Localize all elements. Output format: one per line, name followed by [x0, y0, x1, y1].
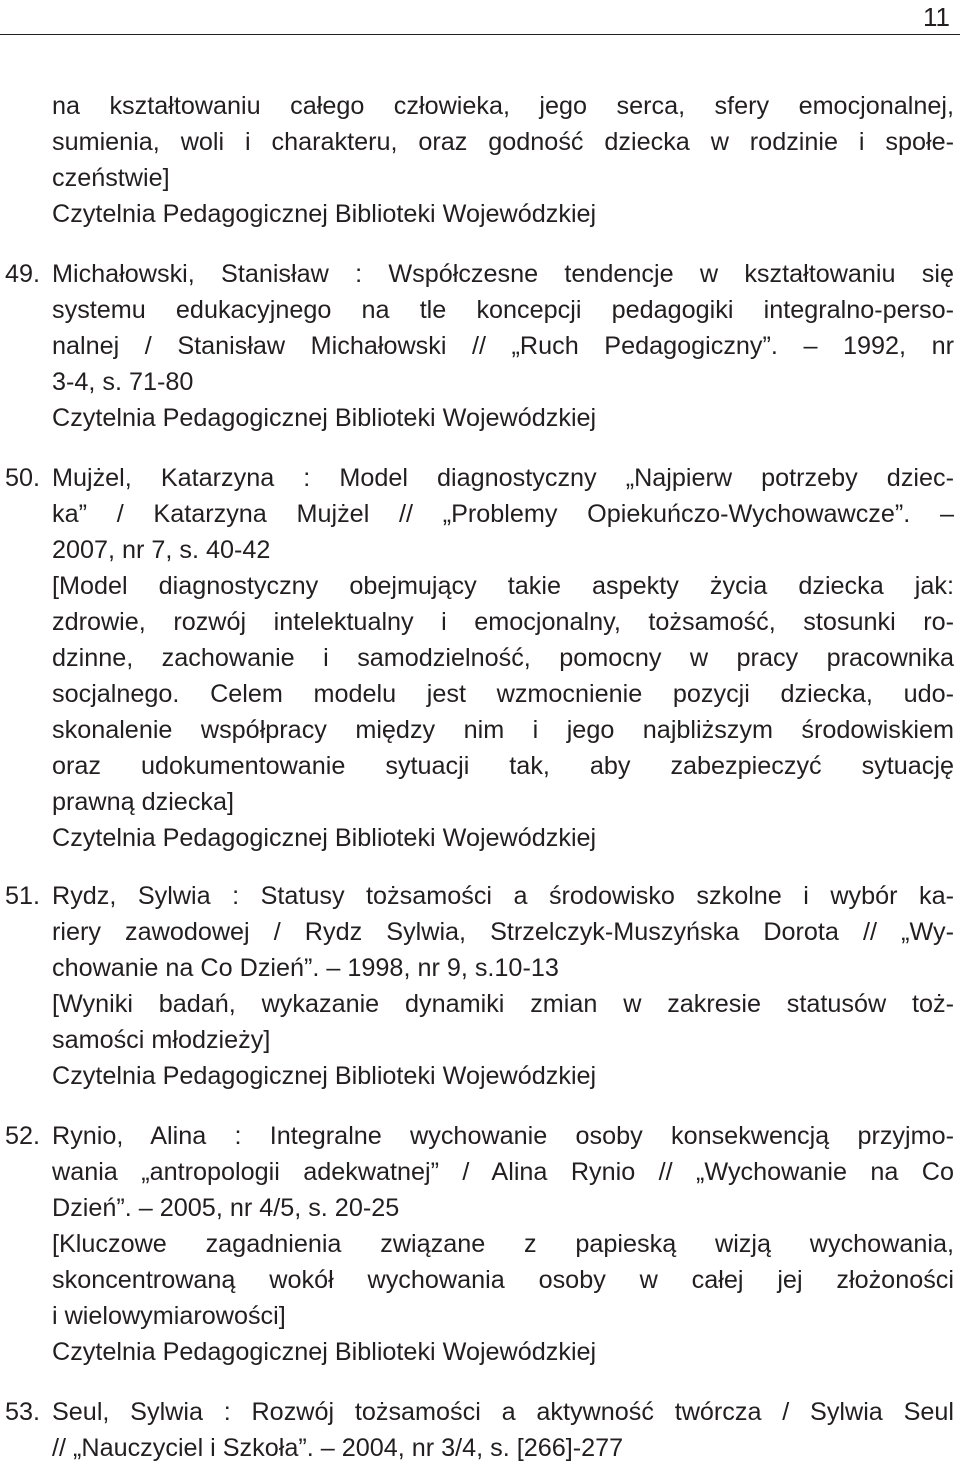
citation-line: wania „antropologii adekwatnej” / Alina Rynio // „Wychowanie na Co — [52, 1158, 954, 1186]
entry-number: 50. — [5, 464, 41, 492]
annotation-line: socjalnego. Celem modelu jest wzmocnienie pozycji dziecka, udo- — [52, 680, 954, 708]
entry-body — [52, 1118, 954, 1370]
citation-line: systemu edukacyjnego na tle koncepcji pedagogiki integralno-perso- — [52, 296, 954, 324]
annotation-line: skoncentrowaną wokół wychowania osoby w całej jej złożoności — [52, 1266, 954, 1294]
location-line: Czytelnia Pedagogicznej Biblioteki Wojewódzkiej — [52, 824, 597, 852]
continuation-line: czeństwie] — [52, 164, 170, 192]
annotation-line: i wielowymiarowości] — [52, 1302, 286, 1330]
entry-number: 49. — [5, 260, 41, 288]
citation-line: Rynio, Alina : Integralne wychowanie osoby konsekwencją przyjmo- — [52, 1122, 954, 1150]
annotation-line: [Kluczowe zagadnienia związane z papieską wizją wychowania, — [52, 1230, 954, 1258]
entry-number: 51. — [5, 882, 41, 910]
page-number: 11 — [923, 2, 950, 32]
annotation-line: prawną dziecka] — [52, 788, 235, 816]
citation-line: Mujżel, Katarzyna : Model diagnostyczny „Najpierw potrzeby dziec- — [52, 464, 954, 492]
citation-line: riery zawodowej / Rydz Sylwia, Strzelczyk-Muszyńska Dorota // „Wy- — [52, 918, 954, 946]
location-line: Czytelnia Pedagogicznej Biblioteki Wojewódzkiej — [52, 1062, 597, 1090]
entry-number: 53. — [5, 1398, 41, 1426]
bibliography-entry-49 — [0, 256, 954, 436]
bibliography-entry-52 — [0, 1118, 954, 1370]
citation-line: // „Nauczyciel i Szkoła”. – 2004, nr 3/4, s. [266]-277 — [52, 1434, 624, 1462]
entry-number: 52. — [5, 1122, 41, 1150]
entry-body — [52, 460, 954, 856]
location-line: Czytelnia Pedagogicznej Biblioteki Wojewódzkiej — [52, 200, 597, 228]
citation-line: Rydz, Sylwia : Statusy tożsamości a środowisko szkolne i wybór ka- — [52, 882, 954, 910]
entry-body — [52, 1394, 954, 1466]
continuation-line: sumienia, woli i charakteru, oraz godność dziecka w rodzinie i społe- — [52, 128, 954, 156]
annotation-line: [Wyniki badań, wykazanie dynamiki zmian w zakresie statusów toż- — [52, 990, 954, 1018]
continuation-block — [52, 88, 954, 232]
bibliography-entry-53 — [0, 1394, 954, 1466]
location-line: Czytelnia Pedagogicznej Biblioteki Wojewódzkiej — [52, 404, 597, 432]
annotation-line: [Model diagnostyczny obejmujący takie aspekty życia dziecka jak: — [52, 572, 954, 600]
entry-body — [52, 878, 954, 1094]
annotation-line: oraz udokumentowanie sytuacji tak, aby zabezpieczyć sytuację — [52, 752, 954, 780]
bibliography-entry-51 — [0, 878, 954, 1094]
annotation-line: zdrowie, rozwój intelektualny i emocjonalny, tożsamość, stosunki ro- — [52, 608, 954, 636]
citation-line: 3-4, s. 71-80 — [52, 368, 194, 396]
location-line: Czytelnia Pedagogicznej Biblioteki Wojewódzkiej — [52, 1338, 597, 1366]
citation-line: 2007, nr 7, s. 40-42 — [52, 536, 271, 564]
annotation-line: samości młodzieży] — [52, 1026, 271, 1054]
continuation-line: na kształtowaniu całego człowieka, jego serca, sfery emocjonalnej, — [52, 92, 954, 120]
citation-line: Dzień”. – 2005, nr 4/5, s. 20-25 — [52, 1194, 400, 1222]
citation-line: Seul, Sylwia : Rozwój tożsamości a aktywność twórcza / Sylwia Seul — [52, 1398, 954, 1426]
entry-body — [52, 256, 954, 436]
header-rule — [0, 34, 960, 35]
citation-line: nalnej / Stanisław Michałowski // „Ruch Pedagogiczny”. – 1992, nr — [52, 332, 954, 360]
citation-line: chowanie na Co Dzień”. – 1998, nr 9, s.10-13 — [52, 954, 559, 982]
annotation-line: skonalenie współpracy między nim i jego najbliższym środowiskiem — [52, 716, 954, 744]
annotation-line: dzinne, zachowanie i samodzielność, pomocny w pracy pracownika — [52, 644, 954, 672]
bibliography-entry-50 — [0, 460, 954, 856]
citation-line: Michałowski, Stanisław : Współczesne tendencje w kształtowaniu się — [52, 260, 954, 288]
citation-line: ka” / Katarzyna Mujżel // „Problemy Opiekuńczo-Wychowawcze”. – — [52, 500, 954, 528]
